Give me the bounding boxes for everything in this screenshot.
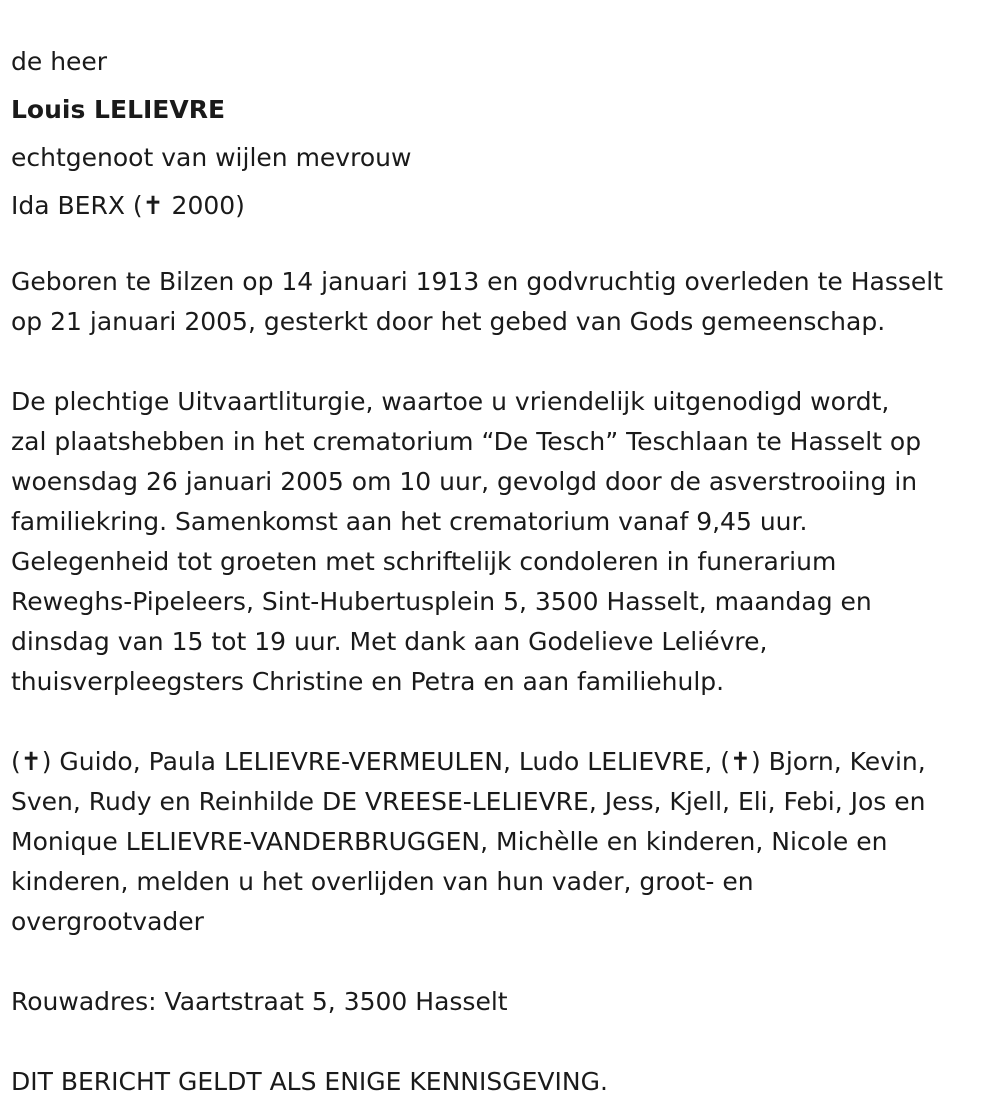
paragraph-line: De plechtige Uitvaartliturgie, waartoe u vriendelijk uitgenodigd wordt, xyxy=(11,387,890,416)
salutation: de heer xyxy=(11,47,108,76)
paragraph-line: Monique LELIEVRE-VANDERBRUGGEN, Michèlle en kinderen, Nicole en xyxy=(11,827,888,856)
paragraph-line: (✝) Guido, Paula LELIEVRE-VERMEULEN, Ludo LELIEVRE, (✝) Bjorn, Kevin, xyxy=(11,747,926,776)
deceased-name: Louis LELIEVRE xyxy=(11,95,226,124)
paragraph-line: op 21 januari 2005, gesterkt door het gebed van Gods gemeenschap. xyxy=(11,307,886,336)
paragraph-line: Sven, Rudy en Reinhilde DE VREESE-LELIEVRE, Jess, Kjell, Eli, Febi, Jos en xyxy=(11,787,926,816)
paragraph-line: familiekring. Samenkomst aan het crematorium vanaf 9,45 uur. xyxy=(11,507,808,536)
funeral-paragraph xyxy=(11,382,990,702)
paragraph-line: thuisverpleegsters Christine en Petra en aan familiehulp. xyxy=(11,667,725,696)
family-paragraph xyxy=(11,742,990,942)
spacer xyxy=(11,1022,990,1062)
paragraph-line: Geboren te Bilzen op 14 januari 1913 en godvruchtig overleden te Hasselt xyxy=(11,267,943,296)
spacer xyxy=(11,342,990,382)
spacer xyxy=(11,230,990,262)
paragraph-line: zal plaatshebben in het crematorium “De Tesch” Teschlaan te Hasselt op xyxy=(11,427,922,456)
spacer xyxy=(11,942,990,982)
paragraph-line: woensdag 26 januari 2005 om 10 uur, gevolgd door de asverstrooiing in xyxy=(11,467,918,496)
paragraph-line: kinderen, melden u het overlijden van hun vader, groot- en xyxy=(11,867,754,896)
paragraph-line: dinsdag van 15 tot 19 uur. Met dank aan Godelieve Leliévre, xyxy=(11,627,768,656)
paragraph-line: Gelegenheid tot groeten met schriftelijk condoleren in funerarium xyxy=(11,547,837,576)
paragraph-line: overgrootvader xyxy=(11,907,204,936)
mourning-address: Rouwadres: Vaartstraat 5, 3500 Hasselt xyxy=(11,987,508,1016)
notice-text: DIT BERICHT GELDT ALS ENIGE KENNISGEVING. xyxy=(11,1067,608,1096)
spouse-name: Ida BERX (✝ 2000) xyxy=(11,191,245,220)
birth-death-paragraph xyxy=(11,262,990,342)
relation-text: echtgenoot van wijlen mevrouw xyxy=(11,143,412,172)
spacer xyxy=(11,702,990,742)
paragraph-line: Reweghs-Pipeleers, Sint-Hubertusplein 5, 3500 Hasselt, maandag en xyxy=(11,587,872,616)
